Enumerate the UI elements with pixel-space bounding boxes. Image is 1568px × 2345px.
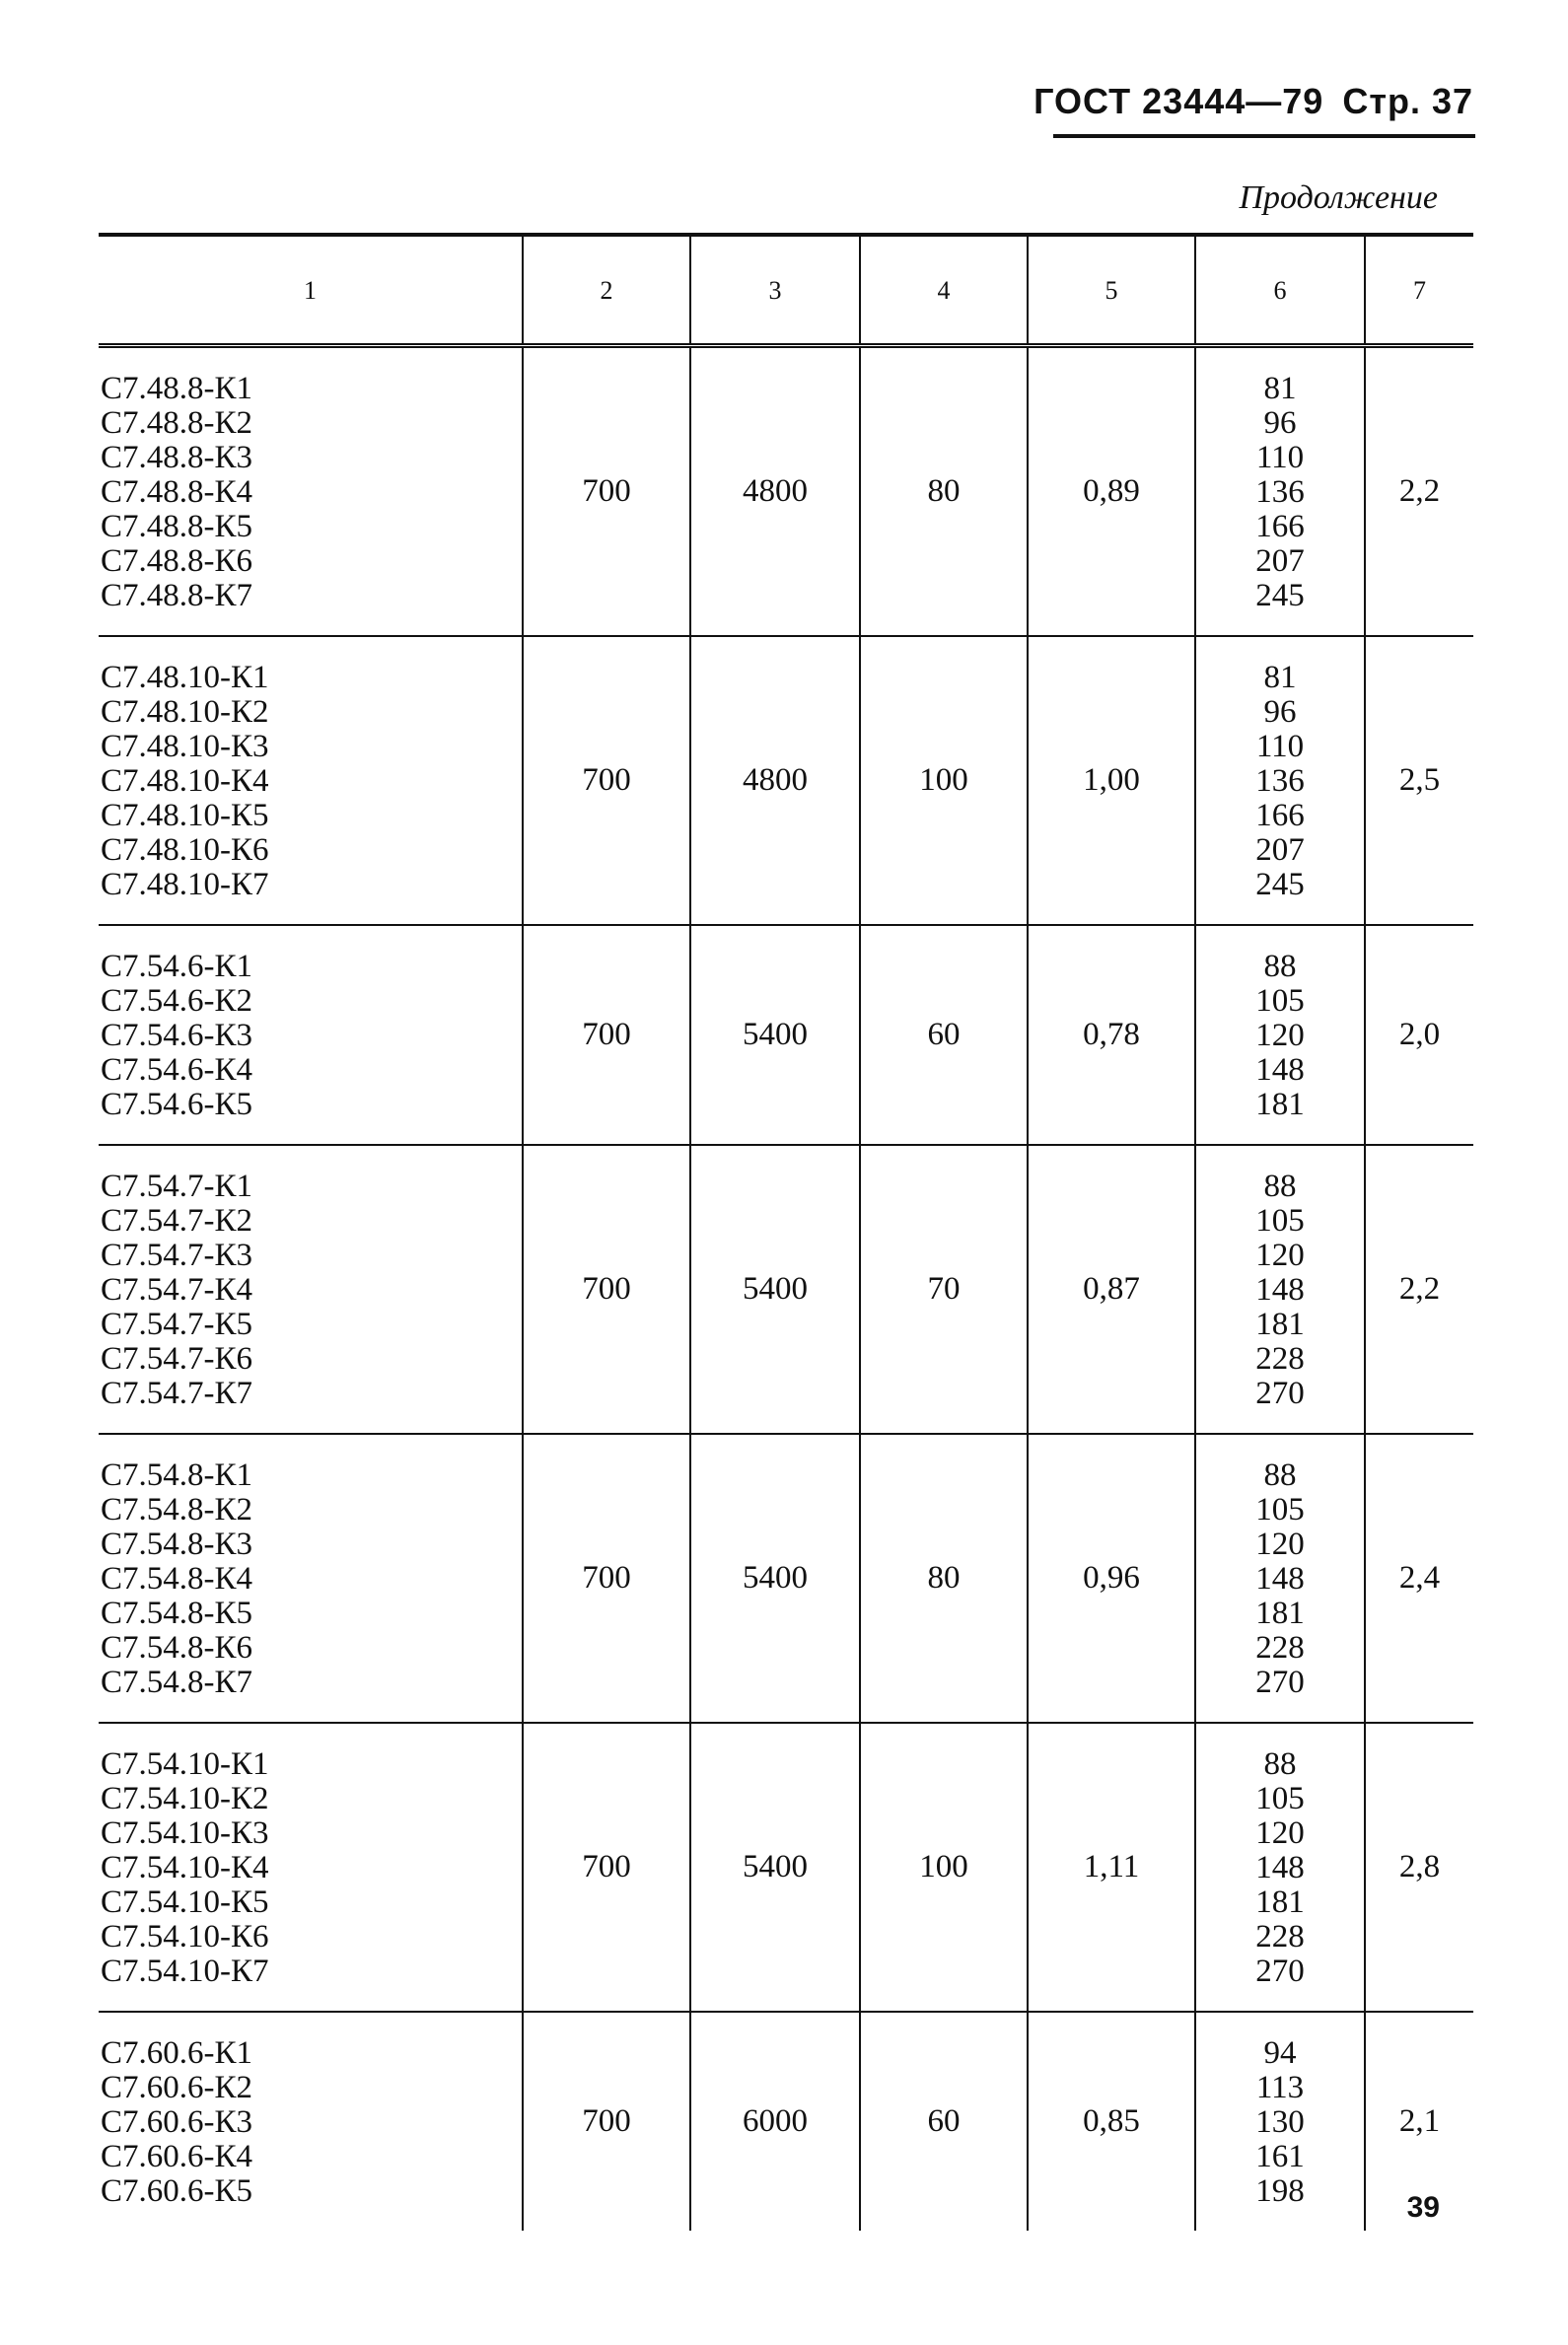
col6-value: 96 <box>1263 405 1297 441</box>
col6-value: 148 <box>1255 1561 1305 1597</box>
mark-label: С7.54.8-К6 <box>101 1630 253 1666</box>
col6-value: 148 <box>1255 1850 1305 1885</box>
mark-label: С7.54.8-К7 <box>101 1665 253 1700</box>
column-header: 4 <box>860 235 1028 346</box>
mark-label: С7.54.8-К3 <box>101 1527 253 1562</box>
mark-cell <box>99 1434 523 1723</box>
col6-value: 110 <box>1255 729 1305 764</box>
value-cell-col5: 0,78 <box>1028 925 1195 1145</box>
col6-value: 88 <box>1263 1746 1297 1782</box>
mark-label: С7.48.8-К2 <box>101 405 253 441</box>
value-cell-col2: 700 <box>523 2012 690 2231</box>
col6-value: 105 <box>1255 983 1305 1019</box>
col6-value: 113 <box>1255 2070 1305 2105</box>
mark-label: С7.54.7-К5 <box>101 1307 253 1342</box>
mark-label: С7.48.8-К3 <box>101 440 253 475</box>
col6-value: 270 <box>1255 1376 1305 1411</box>
mark-label: С7.54.10-К4 <box>101 1850 269 1885</box>
value-cell-col6 <box>1195 636 1365 925</box>
col6-value: 136 <box>1255 474 1305 510</box>
mark-label: С7.54.6-К2 <box>101 983 253 1019</box>
mark-cell <box>99 1723 523 2012</box>
mark-label: С7.48.10-К2 <box>101 694 269 730</box>
mark-cell <box>99 1145 523 1434</box>
column-header: 1 <box>99 235 523 346</box>
col6-value: 181 <box>1255 1307 1305 1342</box>
mark-label: С7.48.8-К7 <box>101 578 253 613</box>
value-cell-col3: 5400 <box>690 1434 860 1723</box>
mark-cell <box>99 346 523 637</box>
mark-label: С7.60.6-К4 <box>101 2139 253 2174</box>
mark-label: С7.54.7-К6 <box>101 1341 253 1377</box>
value-cell-col2: 700 <box>523 636 690 925</box>
table-row <box>99 1145 1473 1434</box>
mark-label: С7.48.10-К6 <box>101 832 269 868</box>
mark-label: С7.54.6-К4 <box>101 1052 253 1088</box>
value-cell-col6 <box>1195 1145 1365 1434</box>
col6-value: 105 <box>1255 1203 1305 1239</box>
value-cell-col2: 700 <box>523 1145 690 1434</box>
value-cell-col6 <box>1195 346 1365 637</box>
value-cell-col7: 2,0 <box>1365 925 1473 1145</box>
page-header <box>1033 81 1473 122</box>
value-cell-col4: 60 <box>860 2012 1028 2231</box>
mark-label: С7.54.8-К2 <box>101 1492 253 1528</box>
col6-value: 88 <box>1263 949 1297 984</box>
header-page-label: Стр. 37 <box>1342 81 1473 121</box>
col6-value: 88 <box>1263 1457 1297 1493</box>
value-cell-col3: 5400 <box>690 1723 860 2012</box>
mark-label: С7.48.10-К3 <box>101 729 269 764</box>
value-cell-col4: 60 <box>860 925 1028 1145</box>
value-cell-col6 <box>1195 1723 1365 2012</box>
col6-value: 105 <box>1255 1492 1305 1528</box>
mark-label: С7.48.10-К1 <box>101 660 269 695</box>
continuation-label: Продолжение <box>1239 179 1438 216</box>
col6-value: 120 <box>1255 1815 1305 1851</box>
col6-value: 96 <box>1263 694 1297 730</box>
table-header-row <box>99 235 1473 346</box>
mark-label: С7.54.8-К5 <box>101 1596 253 1631</box>
col6-value: 136 <box>1255 763 1305 799</box>
col6-value: 198 <box>1255 2173 1305 2209</box>
value-cell-col7: 2,4 <box>1365 1434 1473 1723</box>
mark-label: С7.54.8-К4 <box>101 1561 253 1597</box>
value-cell-col5: 1,00 <box>1028 636 1195 925</box>
column-header: 7 <box>1365 235 1473 346</box>
col6-value: 228 <box>1255 1919 1305 1954</box>
value-cell-col2: 700 <box>523 346 690 637</box>
value-cell-col5: 0,85 <box>1028 2012 1195 2231</box>
col6-value: 148 <box>1255 1052 1305 1088</box>
table-body <box>99 346 1473 2232</box>
value-cell-col2: 700 <box>523 1723 690 2012</box>
mark-cell <box>99 2012 523 2231</box>
standard-code: ГОСТ 23444—79 <box>1033 81 1324 121</box>
col6-value: 181 <box>1255 1884 1305 1920</box>
value-cell-col6 <box>1195 1434 1365 1723</box>
col6-value: 81 <box>1263 660 1297 695</box>
value-cell-col4: 80 <box>860 1434 1028 1723</box>
col6-value: 94 <box>1263 2035 1297 2071</box>
mark-label: С7.48.8-К1 <box>101 371 253 406</box>
value-cell-col5: 0,96 <box>1028 1434 1195 1723</box>
value-cell-col7: 2,8 <box>1365 1723 1473 2012</box>
value-cell-col6 <box>1195 2012 1365 2231</box>
value-cell-col3: 4800 <box>690 346 860 637</box>
column-header: 2 <box>523 235 690 346</box>
mark-cell <box>99 636 523 925</box>
value-cell-col3: 5400 <box>690 925 860 1145</box>
col6-value: 88 <box>1263 1169 1297 1204</box>
header-rule <box>1053 134 1475 138</box>
col6-value: 245 <box>1255 867 1305 902</box>
col6-value: 166 <box>1255 798 1305 833</box>
col6-value: 245 <box>1255 578 1305 613</box>
col6-value: 81 <box>1263 371 1297 406</box>
mark-label: С7.48.8-К5 <box>101 509 253 544</box>
mark-label: С7.54.7-К3 <box>101 1238 253 1273</box>
mark-label: С7.54.10-К3 <box>101 1815 269 1851</box>
mark-label: С7.60.6-К5 <box>101 2173 253 2209</box>
mark-label: С7.48.10-К5 <box>101 798 269 833</box>
column-header: 6 <box>1195 235 1365 346</box>
col6-value: 228 <box>1255 1341 1305 1377</box>
mark-label: С7.54.10-К6 <box>101 1919 269 1954</box>
table-row <box>99 346 1473 637</box>
value-cell-col7: 2,5 <box>1365 636 1473 925</box>
col6-value: 120 <box>1255 1018 1305 1053</box>
col6-value: 270 <box>1255 1665 1305 1700</box>
col6-value: 207 <box>1255 543 1305 579</box>
col6-value: 166 <box>1255 509 1305 544</box>
value-cell-col3: 4800 <box>690 636 860 925</box>
value-cell-col3: 5400 <box>690 1145 860 1434</box>
col6-value: 228 <box>1255 1630 1305 1666</box>
col6-value: 120 <box>1255 1238 1305 1273</box>
mark-label: С7.54.7-К7 <box>101 1376 253 1411</box>
spec-table <box>99 233 1473 2231</box>
value-cell-col3: 6000 <box>690 2012 860 2231</box>
col6-value: 161 <box>1255 2139 1305 2174</box>
table-row <box>99 1723 1473 2012</box>
col6-value: 181 <box>1255 1596 1305 1631</box>
value-cell-col4: 70 <box>860 1145 1028 1434</box>
mark-label: С7.54.6-К5 <box>101 1087 253 1122</box>
col6-value: 207 <box>1255 832 1305 868</box>
value-cell-col5: 0,89 <box>1028 346 1195 637</box>
value-cell-col7: 2,1 <box>1365 2012 1473 2231</box>
col6-value: 105 <box>1255 1781 1305 1816</box>
mark-label: С7.60.6-К2 <box>101 2070 253 2105</box>
col6-value: 181 <box>1255 1087 1305 1122</box>
mark-label: С7.54.10-К5 <box>101 1884 269 1920</box>
mark-label: С7.54.10-К1 <box>101 1746 269 1782</box>
mark-cell <box>99 925 523 1145</box>
table-row <box>99 2012 1473 2231</box>
table-row <box>99 636 1473 925</box>
mark-label: С7.54.6-К1 <box>101 949 253 984</box>
mark-label: С7.54.7-К1 <box>101 1169 253 1204</box>
mark-label: С7.48.10-К4 <box>101 763 269 799</box>
value-cell-col4: 80 <box>860 346 1028 637</box>
value-cell-col7: 2,2 <box>1365 1145 1473 1434</box>
mark-label: С7.54.6-К3 <box>101 1018 253 1053</box>
value-cell-col5: 0,87 <box>1028 1145 1195 1434</box>
table-row <box>99 1434 1473 1723</box>
value-cell-col2: 700 <box>523 1434 690 1723</box>
value-cell-col2: 700 <box>523 925 690 1145</box>
mark-label: С7.54.10-К7 <box>101 1954 269 1989</box>
value-cell-col7: 2,2 <box>1365 346 1473 637</box>
page-number: 39 <box>1406 2191 1440 2224</box>
mark-label: С7.48.10-К7 <box>101 867 269 902</box>
column-header: 3 <box>690 235 860 346</box>
mark-label: С7.54.7-К2 <box>101 1203 253 1239</box>
table-row <box>99 925 1473 1145</box>
mark-label: С7.54.7-К4 <box>101 1272 253 1308</box>
value-cell-col5: 1,11 <box>1028 1723 1195 2012</box>
mark-label: С7.60.6-К1 <box>101 2035 253 2071</box>
mark-label: С7.48.8-К4 <box>101 474 253 510</box>
col6-value: 120 <box>1255 1527 1305 1562</box>
col6-value: 130 <box>1255 2104 1305 2140</box>
mark-label: С7.60.6-К3 <box>101 2104 253 2140</box>
value-cell-col4: 100 <box>860 636 1028 925</box>
mark-label: С7.54.10-К2 <box>101 1781 269 1816</box>
mark-label: С7.54.8-К1 <box>101 1457 253 1493</box>
value-cell-col4: 100 <box>860 1723 1028 2012</box>
mark-label: С7.48.8-К6 <box>101 543 253 579</box>
value-cell-col6 <box>1195 925 1365 1145</box>
column-header: 5 <box>1028 235 1195 346</box>
col6-value: 270 <box>1255 1954 1305 1989</box>
col6-value: 110 <box>1255 440 1305 475</box>
col6-value: 148 <box>1255 1272 1305 1308</box>
